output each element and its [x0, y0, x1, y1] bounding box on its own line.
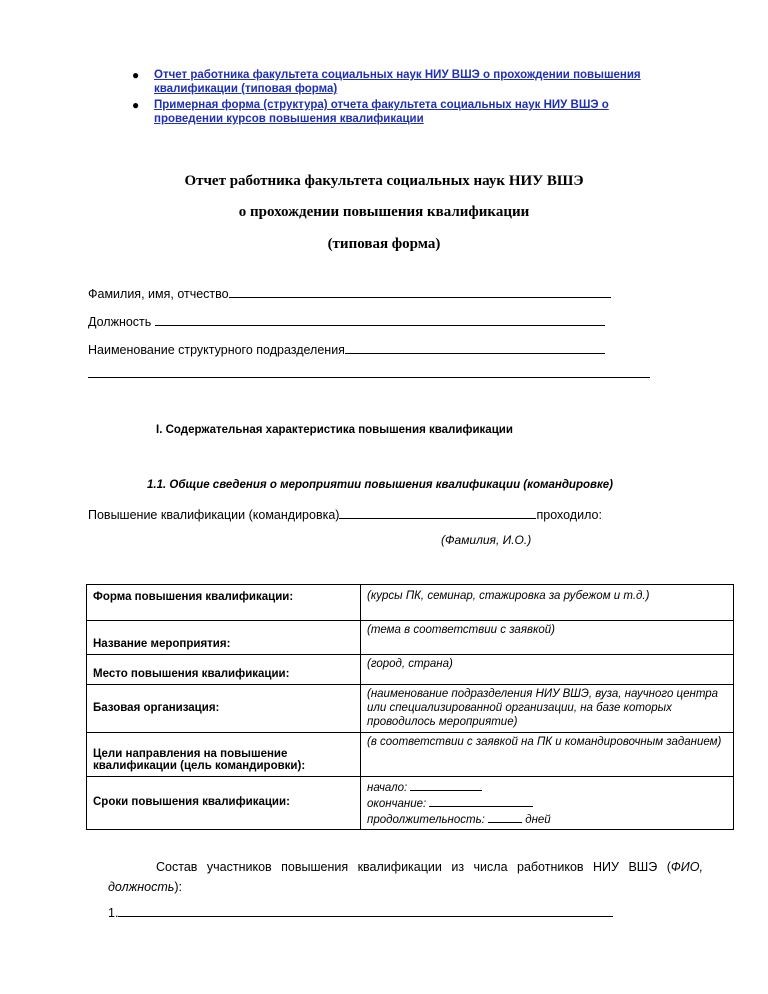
row-value: (город, страна)	[361, 655, 734, 685]
section-heading: I. Содержательная характеристика повышения квалификации	[156, 424, 513, 436]
participants-close: ):	[174, 880, 182, 894]
row-value: (тема в соответствии с заявкой)	[361, 621, 734, 655]
participants-position: должность	[108, 880, 175, 894]
participant-1-line[interactable]	[118, 904, 613, 917]
term-end-line[interactable]	[429, 795, 533, 807]
link-report-form[interactable]: Отчет работника факультета социальных наук НИУ ВШЭ о прохождении повышения квалификации (типовая форма)	[154, 69, 641, 95]
row-value: (в соответствии с заявкой на ПК и командировочным заданием)	[361, 733, 734, 777]
bullet-icon: ●	[132, 98, 140, 112]
participants-paragraph	[108, 857, 733, 897]
table-row	[87, 685, 734, 733]
unit-label: Наименование структурного подразделения	[88, 343, 345, 357]
bullet-icon: ●	[132, 68, 140, 82]
unit-field	[88, 341, 605, 357]
trip-note: (Фамилия, И.О.)	[441, 533, 532, 547]
table-row	[87, 585, 734, 621]
link-sample-form[interactable]: Примерная форма (структура) отчета факультета социальных наук НИУ ВШЭ о проведении курсов повышения квалификации	[154, 99, 609, 125]
page-title-line2: о прохождении повышения квалификации	[238, 204, 530, 220]
list-item	[132, 98, 672, 126]
fio-field	[88, 285, 611, 301]
term-end-label: окончание:	[367, 798, 430, 810]
term-start-line[interactable]	[410, 779, 482, 791]
row-label: Базовая организация:	[87, 685, 361, 733]
participant-1	[108, 904, 613, 920]
row-label: Форма повышения квалификации:	[87, 585, 361, 621]
table-row	[87, 777, 734, 830]
term-end	[367, 795, 727, 811]
trip-name-line[interactable]	[339, 506, 536, 519]
fio-line[interactable]	[229, 285, 611, 298]
participant-1-number: 1.	[108, 906, 119, 920]
terms-cell	[361, 777, 734, 830]
table-row	[87, 621, 734, 655]
participants-text: Состав участников повышения квалификации из числа работников НИУ ВШЭ (	[156, 860, 671, 874]
table-row	[87, 733, 734, 777]
position-label: Должность	[88, 315, 155, 329]
position-line[interactable]	[155, 313, 605, 326]
subsection-heading: 1.1. Общие сведения о мероприятии повышения квалификации (командировке)	[147, 479, 613, 491]
list-item	[132, 68, 672, 96]
participants-fio: ФИО,	[670, 860, 703, 874]
position-field	[88, 313, 605, 329]
row-value: (наименование подразделения НИУ ВШЭ, вуза, научного центра или специализированной организации, на базе которых проводилось мероприятие)	[361, 685, 734, 733]
info-table	[86, 584, 734, 830]
table-row	[87, 655, 734, 685]
fio-label: Фамилия, имя, отчество	[88, 287, 229, 301]
unit-line[interactable]	[345, 341, 605, 354]
trip-field	[88, 506, 602, 522]
term-days-label: дней	[522, 814, 551, 826]
page-title-line3: (типовая форма)	[327, 236, 441, 252]
trip-suffix: проходило:	[536, 508, 602, 522]
row-label: Место повышения квалификации:	[87, 655, 361, 685]
related-links	[132, 68, 672, 128]
row-label: Название мероприятия:	[87, 621, 361, 655]
trip-prefix: Повышение квалификации (командировка)	[88, 508, 340, 522]
extra-line[interactable]	[88, 365, 650, 378]
row-value: (курсы ПК, семинар, стажировка за рубежом и т.д.)	[361, 585, 734, 621]
term-duration-label: продолжительность:	[367, 814, 489, 826]
page-title-line1: Отчет работника факультета социальных наук НИУ ВШЭ	[184, 173, 584, 189]
row-label: Сроки повышения квалификации:	[87, 777, 361, 830]
row-label: Цели направления на повышение квалификации (цель командировки):	[87, 733, 361, 777]
term-duration	[367, 811, 727, 827]
term-start-label: начало:	[367, 782, 411, 794]
term-start	[367, 779, 727, 795]
term-duration-line[interactable]	[488, 811, 522, 823]
